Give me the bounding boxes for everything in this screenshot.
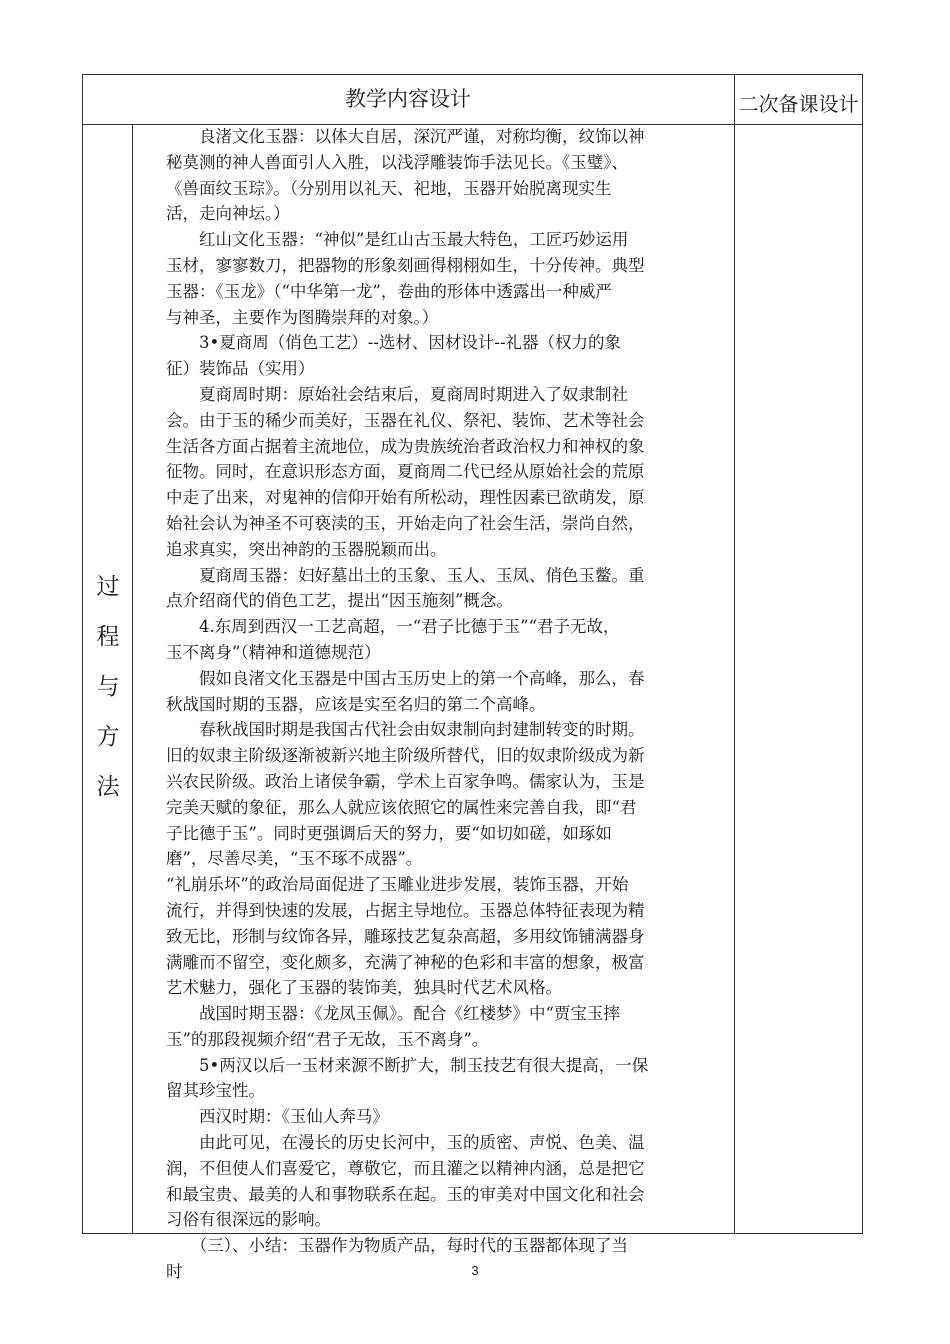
text-line: 致无比，形制与纹饰各异，雕琢技艺复杂高超，多用纹饰铺满器身 <box>166 926 645 946</box>
text-line: 完美天赋的象征，那么人就应该依照它的属性来完善自我，即“君 <box>166 797 637 817</box>
side-label-char: 方 <box>96 724 120 750</box>
text-line: 玉材，寥寥数刀，把器物的形象刻画得栩栩如生，十分传神。典型 <box>166 255 645 275</box>
text-line: 磨”，尽善尽美，“玉不琢不成器”。 <box>166 849 423 869</box>
side-label-char: 过 <box>96 574 120 600</box>
text-line: 和最宝贵、最美的人和事物联系在起。玉的审美对中国文化和社会 <box>166 1184 645 1204</box>
text-line: 3•夏商周（俏色工艺）--选材、因材设计--礼器（权力的象 <box>166 333 622 353</box>
text-line: 满雕而不留空，变化颇多，充满了神秘的色彩和丰富的想象，极富 <box>166 952 645 972</box>
text-line: 玉”的那段视频介绍“君子无故，玉不离身”。 <box>166 1029 489 1049</box>
text-line: 秘莫测的神人兽面引人入胜，以浅浮雕装饰手法见长。《玉璧》、 <box>166 152 628 172</box>
text-line: 艺术魅力，强化了玉器的装饰美，独具时代艺术风格。 <box>166 978 562 998</box>
text-line: 5•两汉以后一玉材来源不断扩大，制玉技艺有很大提高，一保 <box>166 1055 649 1075</box>
side-label-char: 与 <box>96 674 120 700</box>
text-line: 玉不离身”（精神和道德规范） <box>166 642 381 662</box>
text-line: 兴农民阶级。政治上诸侯争霸，学术上百家争鸣。儒家认为，玉是 <box>166 771 645 791</box>
text-line: 流行，并得到快速的发展，占据主导地位。玉器总体特征表现为精 <box>166 900 645 920</box>
column-divider-label <box>132 124 133 1234</box>
text-line: 留其珍宝性。 <box>166 1081 265 1101</box>
teaching-content-body <box>166 124 732 1282</box>
text-line: 良渚文化玉器：以体大自居，深沉严谨，对称均衡，纹饰以神 <box>166 127 645 146</box>
text-line: 秋战国时期的玉器，应该是实至名归的第二个高峰。 <box>166 694 546 714</box>
text-line: 西汉时期：《玉仙人奔马》 <box>166 1107 389 1127</box>
text-line: 会。由于玉的稀少而美好，玉器在礼仪、祭祀、装饰、艺术等社会 <box>166 410 645 430</box>
text-line: 习俗有很深远的影响。 <box>166 1210 331 1230</box>
text-line: 点介绍商代的俏色工艺，提出“因玉施刻”概念。 <box>166 591 513 611</box>
text-line: 生活各方面占据着主流地位，成为贵族统治者政治权力和神权的象 <box>166 436 645 456</box>
text-line: 时 <box>166 1262 183 1282</box>
text-line: 中走了出来，对鬼神的信仰开始有所松动，理性因素已欲萌发，原 <box>166 488 645 508</box>
side-label-char: 程 <box>96 624 120 650</box>
text-line: 春秋战国时期是我国古代社会由奴隶制向封建制转变的时期。 <box>166 720 645 740</box>
text-line: 征物。同时，在意识形态方面，夏商周二代已经从原始社会的荒原 <box>166 462 645 482</box>
text-line: 追求真实，突出神韵的玉器脱颖而出。 <box>166 539 447 559</box>
text-line: 假如良渚文化玉器是中国古玉历史上的第一个高峰，那么，春 <box>166 668 645 688</box>
text-line: “礼崩乐坏”的政治局面促进了玉雕业进步发展，装饰玉器，开始 <box>166 875 629 895</box>
text-line: 夏商周玉器：妇好墓出土的玉象、玉人、玉凤、俏色玉鳖。重 <box>166 565 645 585</box>
text-line: 润，不但使人们喜爱它，尊敬它，而且灌之以精神内涵，总是把它 <box>166 1158 645 1178</box>
text-line: 4.东周到西汉一工艺高超，一“君子比德于玉”“君子无故， <box>166 617 620 637</box>
main-column-title: 教学内容设计 <box>345 87 471 111</box>
header-divider-right <box>734 124 863 125</box>
page-number: 3 <box>471 1263 479 1278</box>
side-label-char: 法 <box>96 774 120 800</box>
text-line: 征）装饰品（实用） <box>166 359 315 379</box>
text-line: （三）、小结：玉器作为物质产品，每时代的玉器都体现了当 <box>166 1236 628 1256</box>
text-line: 旧的奴隶主阶级逐渐被新兴地主阶级所替代，旧的奴隶阶级成为新 <box>166 746 645 766</box>
text-line: 始社会认为神圣不可亵渎的玉，开始走向了社会生活，崇尚自然， <box>166 513 645 533</box>
text-line: 活，走向神坛。） <box>166 204 290 224</box>
text-line: 与神圣，主要作为图腾崇拜的对象。） <box>166 307 439 327</box>
text-line: 《兽面纹玉琮》。（分别用以礼天、祀地，玉器开始脱离现实生 <box>166 178 612 198</box>
text-line: 夏商周时期：原始社会结束后，夏商周时期进入了奴隶制社 <box>166 384 628 404</box>
text-line: 玉器：《玉龙》（“中华第一龙”，卷曲的形体中透露出一种威严 <box>166 281 612 301</box>
text-line: 由此可见，在漫长的历史长河中，玉的质密、声悦、色美、温 <box>166 1133 645 1153</box>
second-prep-column-title: 二次备课设计 <box>738 92 859 116</box>
text-line: 红山文化玉器：“神似”是红山古玉最大特色，工匠巧妙运用 <box>166 230 629 250</box>
column-divider-main <box>734 74 735 1234</box>
text-line: 子比德于玉”。同时更强调后天的努力，要“如切如磋，如琢如 <box>166 823 612 843</box>
text-line: 战国时期玉器：《龙凤玉佩》。配合《红楼梦》中“贾宝玉摔 <box>166 1004 620 1024</box>
